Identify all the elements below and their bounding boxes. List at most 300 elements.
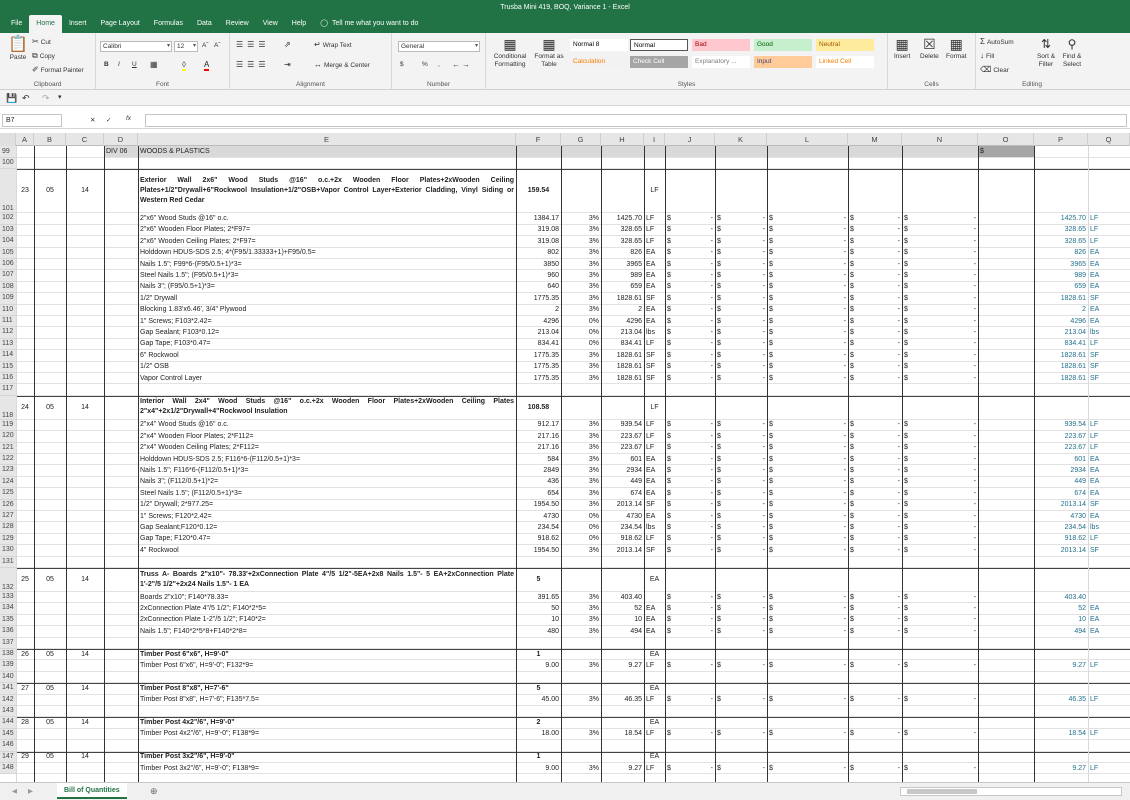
cell[interactable]: Blocking 1.83'x6.46', 3/4" Plywood [140, 306, 247, 314]
cell[interactable]: 52 [634, 605, 642, 613]
currency-cell[interactable] [902, 729, 978, 739]
currency-cell[interactable] [902, 236, 978, 246]
cell[interactable]: EA [1090, 467, 1100, 475]
row-header[interactable]: 112 [0, 327, 16, 338]
row-header[interactable]: 145 [0, 729, 16, 740]
cell[interactable]: 1954.50 [533, 501, 559, 509]
currency-cell[interactable] [715, 615, 767, 625]
cell[interactable]: WOODS & PLASTICS [138, 146, 516, 157]
col-header[interactable]: P [1034, 133, 1088, 146]
cell[interactable]: 05 [46, 719, 54, 727]
cell[interactable]: 1" Screws; F120*2.42= [140, 512, 212, 520]
cell[interactable]: 1/2" Drywall; 2*977.25= [140, 501, 214, 509]
cell[interactable]: LF [1090, 226, 1099, 234]
cell[interactable]: 2 [555, 306, 559, 314]
currency-cell[interactable] [715, 626, 767, 636]
currency-cell[interactable] [767, 443, 848, 453]
cell[interactable]: SF [1090, 363, 1099, 371]
row-header[interactable]: 109 [0, 293, 16, 304]
cell[interactable]: EA [649, 684, 660, 692]
currency-cell[interactable] [848, 465, 902, 475]
cell[interactable]: EA [1090, 260, 1100, 268]
currency-cell[interactable] [715, 420, 767, 430]
cell[interactable]: Timber Post 8"x8", H=7'-6"; F135*7.5= [140, 696, 260, 704]
cell[interactable]: Nails 1.5"; F99*6-(F95/0.5+1)*3= [140, 260, 242, 268]
currency-cell[interactable] [767, 615, 848, 625]
currency-cell[interactable] [665, 236, 715, 246]
cell[interactable]: Vapor Control Layer [140, 374, 203, 382]
currency-cell[interactable] [902, 420, 978, 430]
cell[interactable]: 4730 [543, 512, 559, 520]
currency-cell[interactable] [848, 431, 902, 441]
cell[interactable]: 989 [1074, 272, 1086, 280]
currency-cell[interactable] [848, 420, 902, 430]
cell[interactable]: 223.67 [620, 432, 642, 440]
currency-cell[interactable] [848, 626, 902, 636]
cell[interactable]: 834.41 [620, 340, 642, 348]
cell[interactable]: 18.00 [541, 730, 559, 738]
currency-cell[interactable] [715, 660, 767, 670]
col-header[interactable]: E [138, 133, 516, 146]
cell[interactable]: 1954.50 [533, 546, 559, 554]
cell[interactable]: 3% [588, 432, 599, 440]
tab-view[interactable]: View [262, 20, 278, 27]
font-size-select[interactable] [174, 41, 198, 52]
row-header[interactable]: 143 [0, 706, 16, 717]
cell[interactable]: 1775.35 [533, 294, 559, 302]
cell[interactable]: 3% [588, 306, 599, 314]
cell[interactable]: 6" Rockwool [140, 351, 179, 359]
cell[interactable]: EA [646, 317, 656, 325]
currency-cell[interactable] [665, 293, 715, 303]
cell[interactable]: 14 [81, 684, 89, 692]
currency-cell[interactable] [767, 500, 848, 510]
cell[interactable]: 403.40 [1064, 593, 1086, 601]
cell[interactable]: 18.54 [1068, 730, 1086, 738]
cell[interactable]: Timber Post 6"x6", H=9'-0"; F132*9= [140, 662, 254, 670]
format-as-table-button[interactable] [532, 37, 566, 69]
cell[interactable]: Timber Post 4x2"/6", H=9'-0"; F138*9= [140, 730, 260, 738]
cell[interactable]: 2"x6" Wooden Ceiling Plates; 2*F97= [140, 237, 256, 245]
cell[interactable]: 659 [1074, 283, 1086, 291]
currency-cell[interactable] [665, 259, 715, 269]
cell[interactable]: 2934 [1070, 467, 1086, 475]
cell[interactable]: LF [646, 764, 655, 772]
cell-style-linked-cell[interactable]: Linked Cell [816, 56, 874, 68]
underline-button[interactable]: U [132, 61, 137, 68]
currency-cell[interactable] [665, 362, 715, 372]
cell[interactable]: EA [646, 467, 656, 475]
row-header[interactable]: 136 [0, 626, 16, 637]
cell[interactable]: Boards 2"x10"; F140*78.33= [140, 593, 229, 601]
currency-cell[interactable] [902, 488, 978, 498]
cell[interactable]: EA [1090, 489, 1100, 497]
currency-cell[interactable] [715, 431, 767, 441]
cell[interactable]: LF [1090, 215, 1099, 223]
currency-cell[interactable] [715, 339, 767, 349]
currency-cell[interactable] [665, 282, 715, 292]
cell[interactable]: 1828.61 [1060, 374, 1086, 382]
cell[interactable]: 05 [46, 403, 54, 411]
currency-cell[interactable] [848, 592, 902, 602]
cell[interactable]: SF [646, 351, 655, 359]
currency-cell[interactable] [665, 626, 715, 636]
currency-cell[interactable] [715, 763, 767, 773]
currency-cell[interactable] [715, 270, 767, 280]
cell[interactable]: 1828.61 [1060, 351, 1086, 359]
cell[interactable]: EA [1090, 317, 1100, 325]
currency-cell[interactable] [665, 327, 715, 337]
cell[interactable]: 918.62 [1064, 535, 1086, 543]
currency-cell[interactable] [767, 236, 848, 246]
cell[interactable]: EA [646, 478, 656, 486]
col-header[interactable]: M [848, 133, 902, 146]
tab-file[interactable]: File [11, 20, 23, 27]
enter-icon[interactable]: ✓ [106, 117, 112, 124]
cell[interactable]: 960 [547, 272, 559, 280]
cell[interactable]: 918.62 [537, 535, 559, 543]
cell[interactable]: EA [646, 306, 656, 314]
currency-cell[interactable] [767, 327, 848, 337]
row-header[interactable]: 99 [0, 146, 16, 158]
cell[interactable]: Nails 1.5"; F116*6-(F112/0.5+1)*3= [140, 467, 249, 475]
cell[interactable]: 3% [588, 478, 599, 486]
tab-page-layout[interactable]: Page Layout [100, 20, 140, 27]
fill-color-button[interactable] [182, 61, 186, 71]
currency-cell[interactable] [767, 511, 848, 521]
cell[interactable]: 449 [1074, 478, 1086, 486]
row-header[interactable]: 133 [0, 592, 16, 603]
currency-cell[interactable] [767, 362, 848, 372]
cell[interactable]: 3% [588, 489, 599, 497]
format-cells-button[interactable] [946, 37, 967, 60]
cell[interactable]: 9.27 [628, 764, 642, 772]
currency-cell[interactable] [767, 660, 848, 670]
col-header[interactable]: D [104, 133, 138, 146]
cell[interactable]: Timber Post 4x2"/6", H=9'-0" [140, 719, 235, 727]
currency-cell[interactable] [665, 500, 715, 510]
currency-cell[interactable] [767, 225, 848, 235]
cell[interactable]: 3% [588, 501, 599, 509]
cell[interactable]: 3% [588, 283, 599, 291]
currency-cell[interactable] [715, 592, 767, 602]
currency-cell[interactable] [848, 763, 902, 773]
cell[interactable]: 584 [547, 455, 559, 463]
currency-cell[interactable] [848, 522, 902, 532]
undo-icon[interactable]: ↶ [22, 93, 30, 103]
currency-cell[interactable] [848, 316, 902, 326]
cell[interactable]: 1384.17 [533, 215, 559, 223]
currency-cell[interactable] [715, 534, 767, 544]
row-header[interactable]: 128 [0, 522, 16, 533]
currency-cell[interactable] [767, 454, 848, 464]
currency-cell[interactable] [767, 293, 848, 303]
currency-cell[interactable] [767, 488, 848, 498]
cell[interactable]: 1" Screws; F103*2.42= [140, 317, 212, 325]
cell[interactable]: 4" Rockwool [140, 546, 179, 554]
cell-style-check-cell[interactable]: Check Cell [630, 56, 688, 68]
currency-cell[interactable] [715, 248, 767, 258]
col-header[interactable]: B [34, 133, 66, 146]
cell[interactable]: EA [649, 753, 660, 761]
cell[interactable]: 1828.61 [616, 294, 642, 302]
cell[interactable]: 0% [588, 317, 599, 325]
currency-cell[interactable] [902, 305, 978, 315]
cell[interactable]: 328.65 [1064, 237, 1086, 245]
cell[interactable]: LF [1090, 696, 1099, 704]
cell-style-normal[interactable]: Normal [630, 39, 688, 51]
row-header[interactable]: 115 [0, 362, 16, 373]
cell[interactable]: Gap Tape; F120*0.47= [140, 535, 211, 543]
cell[interactable]: 654 [547, 489, 559, 497]
cell[interactable]: LF [1090, 662, 1099, 670]
cell[interactable]: 3% [588, 294, 599, 302]
col-header[interactable]: I [644, 133, 665, 146]
row-header[interactable]: 111 [0, 316, 16, 327]
cell[interactable]: 1828.61 [616, 374, 642, 382]
cell[interactable]: 4730 [1070, 512, 1086, 520]
cell[interactable]: 3% [588, 662, 599, 670]
currency-cell[interactable] [848, 488, 902, 498]
col-header[interactable]: Q [1088, 133, 1130, 146]
cell[interactable]: 05 [46, 576, 54, 583]
currency-cell[interactable] [665, 350, 715, 360]
cell[interactable]: SF [646, 501, 655, 509]
currency-cell[interactable] [767, 270, 848, 280]
currency-cell[interactable] [902, 316, 978, 326]
row-header[interactable]: 131 [0, 557, 16, 568]
currency-cell[interactable] [902, 339, 978, 349]
currency-cell[interactable] [902, 522, 978, 532]
row-header[interactable]: 138 [0, 649, 16, 660]
col-header[interactable]: A [16, 133, 34, 146]
cell-style-normal-8[interactable]: Normal 8 [570, 39, 628, 51]
cell[interactable]: LF [646, 662, 655, 670]
cell[interactable]: SF [1090, 546, 1099, 554]
find-select-button[interactable] [1060, 37, 1084, 69]
autosum-button[interactable] [980, 38, 1014, 46]
sheet-tab-bill-of-quantities[interactable]: Bill of Quantities [57, 783, 127, 799]
customize-qat-icon[interactable]: ▾ [58, 94, 62, 101]
cell[interactable]: 1775.35 [533, 351, 559, 359]
currency-cell[interactable] [902, 477, 978, 487]
currency-cell[interactable] [715, 305, 767, 315]
cell[interactable]: 5 [536, 684, 541, 692]
cell[interactable]: Truss A- Boards 2"x10"- 78.33'+2xConnection Plate 4"/5 1/2"-5EA+2x8 Nails 1.5"- 5 EA+2xConnection Plate 1'-2"/5 1/2"+2x24 Nails 1.5"- 1 EA [140, 570, 514, 588]
currency-cell[interactable] [715, 729, 767, 739]
col-header[interactable]: K [715, 133, 767, 146]
col-header[interactable]: G [561, 133, 601, 146]
currency-cell[interactable] [902, 293, 978, 303]
cell[interactable]: 2xConnection Plate 1-2"/5 1/2"; F140*2= [140, 616, 266, 624]
currency-cell[interactable] [902, 282, 978, 292]
cell[interactable]: 1775.35 [533, 363, 559, 371]
row-header[interactable]: 105 [0, 248, 16, 259]
currency-cell[interactable] [665, 420, 715, 430]
paste-button[interactable] [8, 37, 28, 61]
cell[interactable]: 1828.61 [1060, 294, 1086, 302]
cell[interactable]: 1/2" Drywall [140, 294, 178, 302]
cell[interactable]: SF [646, 374, 655, 382]
currency-cell[interactable] [767, 763, 848, 773]
currency-cell[interactable] [715, 603, 767, 613]
currency-cell[interactable] [848, 225, 902, 235]
cell[interactable]: 46.35 [1068, 696, 1086, 704]
currency-cell[interactable] [767, 729, 848, 739]
currency-cell[interactable] [767, 695, 848, 705]
currency-cell[interactable] [715, 695, 767, 705]
cell[interactable]: 1425.70 [1060, 215, 1086, 223]
cell[interactable]: 1828.61 [1060, 363, 1086, 371]
cell[interactable]: 9.27 [628, 662, 642, 670]
cell[interactable]: EA [646, 605, 656, 613]
copy-button[interactable] [32, 52, 55, 60]
next-sheet-icon[interactable]: ▶ [28, 788, 33, 795]
currency-cell[interactable] [767, 305, 848, 315]
row-header[interactable]: 121 [0, 443, 16, 454]
currency-cell[interactable] [902, 270, 978, 280]
cell[interactable]: 108.58 [527, 403, 550, 411]
cell-style-neutral[interactable]: Neutral [816, 39, 874, 51]
row-header[interactable]: 134 [0, 603, 16, 614]
cell[interactable]: 0% [588, 512, 599, 520]
conditional-formatting-button[interactable] [490, 37, 530, 69]
currency-cell[interactable] [665, 763, 715, 773]
row-header[interactable]: 146 [0, 740, 16, 751]
delete-cells-button[interactable] [920, 37, 939, 60]
cell[interactable]: 24 [21, 403, 29, 411]
cell[interactable]: 223.67 [1064, 432, 1086, 440]
currency-cell[interactable] [767, 603, 848, 613]
currency-cell[interactable] [715, 282, 767, 292]
col-header[interactable]: C [66, 133, 104, 146]
cell[interactable] [1088, 592, 1130, 602]
cell[interactable]: 217.16 [537, 444, 559, 452]
cell[interactable]: EA [646, 616, 656, 624]
formula-input[interactable] [145, 114, 1127, 127]
cell[interactable]: EA [1090, 478, 1100, 486]
row-header[interactable]: 148 [0, 763, 16, 774]
cell[interactable]: 3% [588, 444, 599, 452]
cell[interactable]: 834.41 [1064, 340, 1086, 348]
cell[interactable]: 4296 [626, 317, 642, 325]
currency-cell[interactable] [902, 213, 978, 223]
currency-cell[interactable] [665, 454, 715, 464]
cell[interactable]: 659 [630, 283, 642, 291]
cell[interactable]: 2"x4" Wooden Floor Plates; 2*F112= [140, 432, 254, 440]
currency-cell[interactable] [902, 626, 978, 636]
cell[interactable]: 1/2" OSB [140, 363, 169, 371]
cell[interactable]: Nails 3"; (F95/0.5+1)*3= [140, 283, 215, 291]
cell[interactable]: 2"x6" Wood Studs @16" o.c. [140, 215, 229, 223]
cell[interactable]: 1 [536, 650, 541, 658]
cell[interactable]: 674 [1074, 489, 1086, 497]
cell[interactable]: Timber Post 6"x6", H=9'-0" [140, 650, 229, 658]
currency-cell[interactable] [767, 522, 848, 532]
currency-cell[interactable] [715, 545, 767, 555]
row-header[interactable]: 107 [0, 270, 16, 281]
cell[interactable]: 1828.61 [616, 351, 642, 359]
currency-cell[interactable] [848, 282, 902, 292]
cell[interactable]: 3% [588, 249, 599, 257]
cell-style-explanatory[interactable]: Explanatory ... [692, 56, 750, 68]
col-header[interactable]: F [516, 133, 561, 146]
cell[interactable]: Gap Sealant;F120*0.12= [140, 524, 218, 532]
cell[interactable]: 3965 [1070, 260, 1086, 268]
cell[interactable]: 912.17 [537, 421, 559, 429]
cell[interactable]: LF [1090, 237, 1099, 245]
vertical-align-buttons[interactable] [236, 41, 268, 49]
merge-center-button[interactable] [314, 61, 370, 69]
cell[interactable]: 918.62 [620, 535, 642, 543]
currency-cell[interactable] [767, 592, 848, 602]
currency-cell[interactable] [665, 603, 715, 613]
cell[interactable]: 2 [638, 306, 642, 314]
cell[interactable]: 05 [46, 753, 54, 761]
cell[interactable]: EA [646, 249, 656, 257]
currency-cell[interactable] [902, 511, 978, 521]
row-header[interactable]: 144 [0, 717, 16, 728]
cell[interactable]: EA [646, 489, 656, 497]
currency-cell[interactable] [715, 443, 767, 453]
cell[interactable]: 3% [588, 363, 599, 371]
cell[interactable]: 10 [634, 616, 642, 624]
cell[interactable]: 3% [588, 546, 599, 554]
cell[interactable]: 223.67 [620, 444, 642, 452]
cell[interactable]: LF [646, 432, 655, 440]
insert-cells-button[interactable] [894, 37, 910, 60]
cell[interactable]: 3% [588, 593, 599, 601]
currency-cell[interactable] [848, 511, 902, 521]
tab-data[interactable]: Data [196, 20, 212, 27]
cell[interactable]: 3% [588, 226, 599, 234]
cell[interactable]: 0% [588, 524, 599, 532]
row-header[interactable]: 116 [0, 373, 16, 384]
currency-cell[interactable] [848, 362, 902, 372]
cell[interactable]: Timber Post 8"x8", H=7'-6" [140, 684, 229, 692]
cell[interactable]: LF [646, 535, 655, 543]
cell[interactable]: LF [1090, 421, 1099, 429]
horizontal-align-buttons[interactable] [236, 61, 268, 69]
cell[interactable]: 10 [551, 616, 559, 624]
currency-cell[interactable] [767, 213, 848, 223]
row-header[interactable]: 122 [0, 454, 16, 465]
cell[interactable]: SF [646, 363, 655, 371]
currency-cell[interactable] [902, 465, 978, 475]
cell[interactable]: 449 [630, 478, 642, 486]
cell[interactable]: 9.27 [1072, 764, 1086, 772]
cell[interactable]: 4296 [1070, 317, 1086, 325]
cell[interactable]: Gap Tape; F103*0.47= [140, 340, 211, 348]
currency-cell[interactable] [902, 763, 978, 773]
cell[interactable]: EA [1090, 455, 1100, 463]
cell[interactable]: 601 [1074, 455, 1086, 463]
cell[interactable]: LF [646, 444, 655, 452]
col-header[interactable]: H [601, 133, 644, 146]
currency-cell[interactable] [665, 615, 715, 625]
cell[interactable]: 826 [1074, 249, 1086, 257]
row-header[interactable]: 103 [0, 225, 16, 236]
cell[interactable]: EA [649, 576, 660, 583]
cell[interactable]: 3% [588, 764, 599, 772]
cell-style-bad[interactable]: Bad [692, 39, 750, 51]
redo-icon[interactable]: ↷ [42, 93, 50, 103]
cell[interactable]: 989 [630, 272, 642, 280]
currency-cell[interactable] [902, 259, 978, 269]
cell[interactable]: 3% [588, 730, 599, 738]
currency-cell[interactable] [848, 327, 902, 337]
currency-cell[interactable] [767, 626, 848, 636]
